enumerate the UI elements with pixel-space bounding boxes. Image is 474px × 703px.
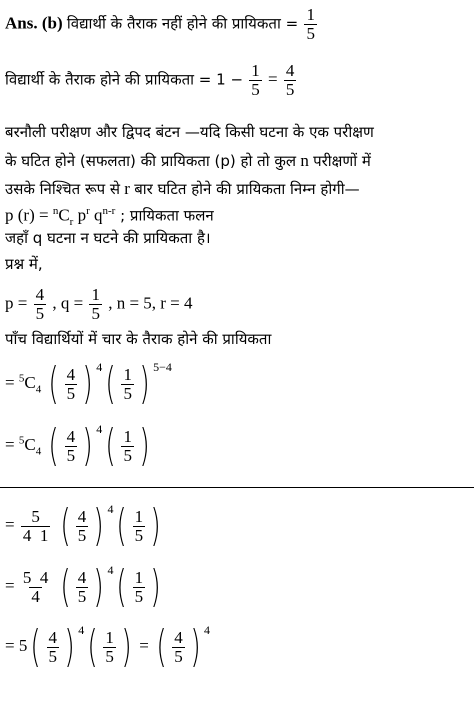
answer-line [5, 6, 319, 43]
fraction: $\frac{1}{5}$ [91, 285, 100, 323]
where-line: जहाँ q घटना न घटने की प्रायिकता है। [5, 229, 211, 247]
step-4: = $\frac{5 4}{4}$ ( $\frac{4}{5}$ ) $^4$ ( $\frac{1}{5}$ ) [5, 565, 164, 609]
paren-group: ( $\frac{1}{5}$ ) [116, 500, 161, 551]
step-5: = 5 ( $\frac{4}{5}$ ) $^4$ ( $\frac{1}{5}$ ) = ( $\frac{4}{5}$ ) $^4$ [5, 621, 210, 672]
answer-label: Ans. (b) [5, 13, 63, 33]
section-divider [0, 487, 474, 488]
in-question-line: प्रश्न में, [5, 255, 43, 273]
fraction: $\frac{1}{5}$ [306, 5, 315, 43]
swimmer-probability-line [5, 62, 298, 99]
bernoulli-line-1: बरनौली परीक्षण और द्विपद बंटन —यदि किसी घटना के एक परीक्षण [5, 123, 374, 141]
fraction: $\frac{5}{4 1}$ [22, 506, 49, 545]
fraction: $\frac{4}{5}$ [285, 61, 295, 99]
paren-group: ( $\frac{1}{5}$ ) [87, 621, 132, 672]
paren-group: ( $\frac{4}{5}$ ) [60, 561, 105, 612]
paren-group: ( $\frac{1}{5}$ ) [116, 561, 161, 612]
paren-group: ( $\frac{1}{5}$ ) [105, 420, 150, 471]
fraction: $\frac{5 4}{4}$ [22, 567, 49, 606]
four-of-five-line: पाँच विद्यार्थियों में चार के तैराक होने की प्रायिकता [5, 330, 272, 348]
bernoulli-line-2: के घटित होने (सफलता) की प्रायिकता (p) हो तो कुल n परीक्षणों में [5, 151, 371, 170]
paren-group: ( $\frac{1}{5}$ ) [105, 358, 150, 409]
binomial-formula: p $(r) = ^nC_r$ $p^r$ $q^{n-r}$ ; प्रायिकता फलन [5, 205, 214, 229]
step-2: = $^5C_4$ ( $\frac{4}{5}$ ) $^4$ ( $\frac{1}{5}$ ) [5, 424, 153, 468]
swimmer-text: विद्यार्थी के तैराक होने की प्रायिकता = 1 − [5, 70, 244, 89]
step-3: = $\frac{5}{4 1}$ ( $\frac{4}{5}$ ) $^4$ ( $\frac{1}{5}$ ) [5, 504, 164, 548]
paren-group: ( $\frac{4}{5}$ ) [60, 500, 105, 551]
step-1: = $^5C_4$ ( $\frac{4}{5}$ ) $^4$ ( $\frac{1}{5}$ ) $^{5-4}$ [5, 358, 172, 409]
paren-group: ( $\frac{4}{5}$ ) [48, 420, 93, 471]
given-values: p = $\frac{4}{5}$ , q = $\frac{1}{5}$ , n = 5, r = 4 [5, 285, 193, 323]
fraction: $\frac{1}{5}$ [251, 61, 260, 99]
bernoulli-line-3: उसके निश्चित रूप से r बार घटित होने की प्रायिकता निम्न होगी— [5, 179, 360, 198]
equals-sign: = [268, 69, 278, 89]
paren-group: ( $\frac{4}{5}$ ) [48, 358, 93, 409]
paren-group: ( $\frac{4}{5}$ ) [156, 621, 201, 672]
paren-group: ( $\frac{4}{5}$ ) [30, 621, 75, 672]
fraction: $\frac{4}{5}$ [35, 285, 45, 323]
answer-text: विद्यार्थी के तैराक नहीं होने की प्रायिकता = [66, 14, 299, 33]
